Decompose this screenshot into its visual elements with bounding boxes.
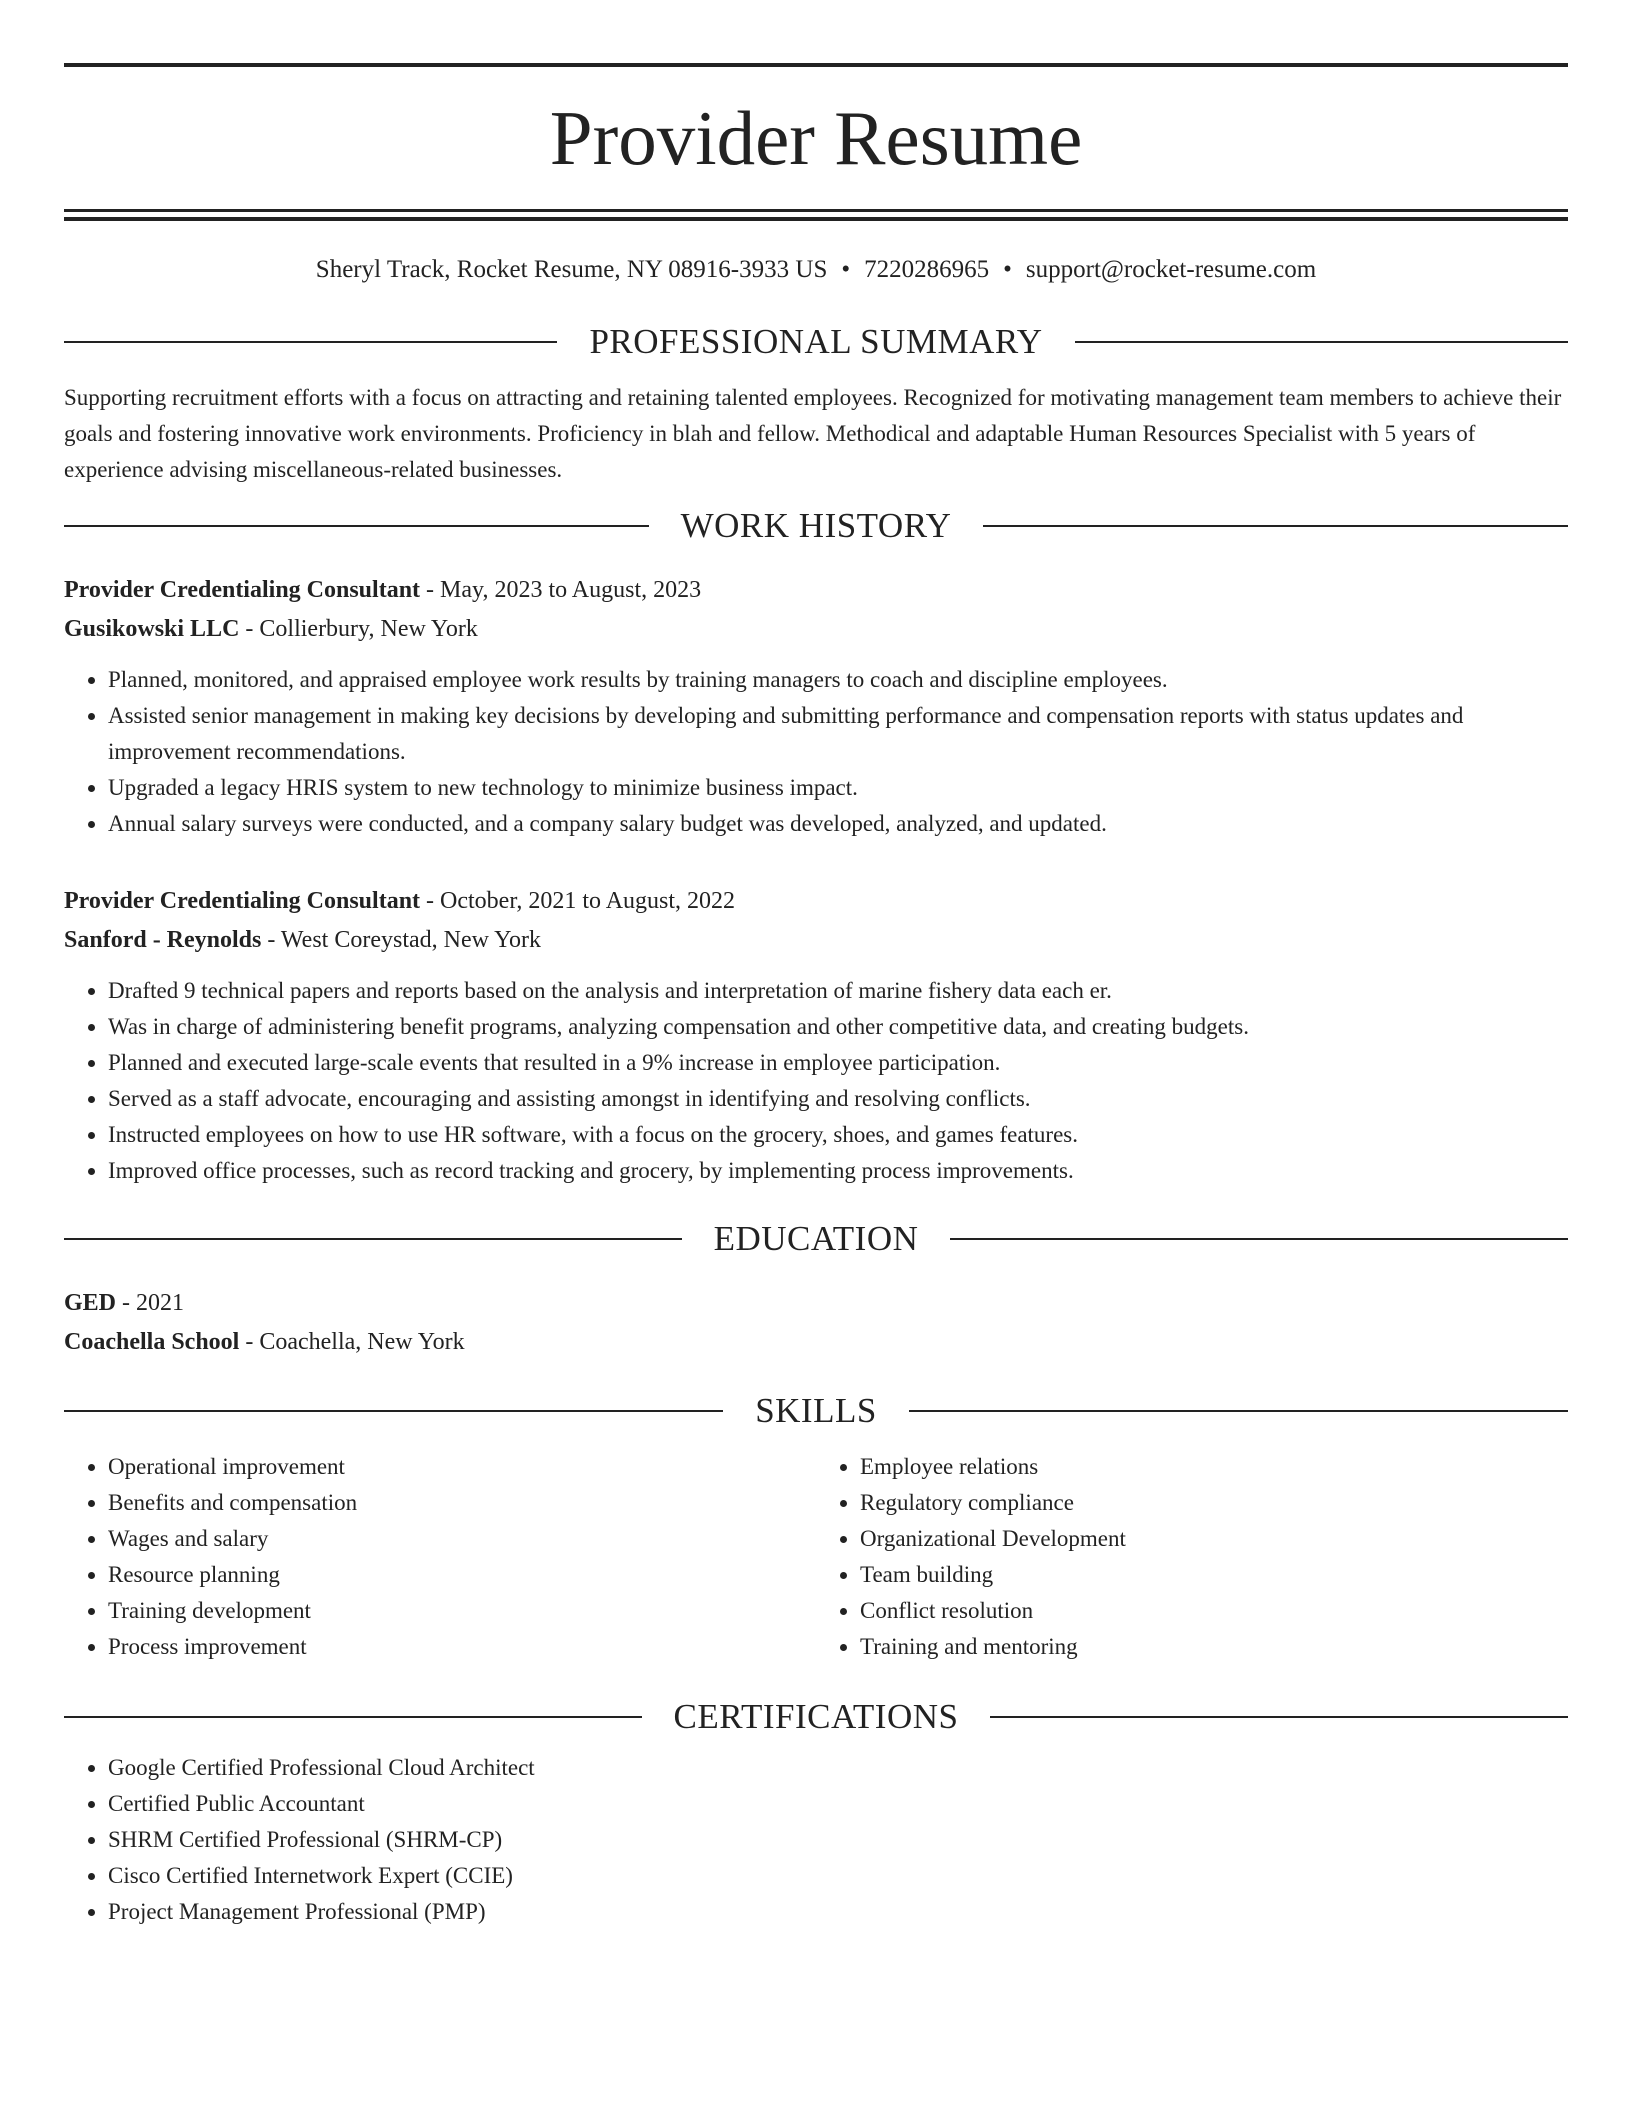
section-rule: [983, 525, 1568, 527]
section-rule: [64, 1716, 642, 1718]
education-school: Coachella School: [64, 1329, 240, 1355]
list-item: • Served as a staff advocate, encouraging and assisting amongst in identifying and resolving conflicts.: [108, 1081, 1568, 1117]
list-item: • Operational improvement: [108, 1449, 816, 1485]
section-title: SKILLS: [755, 1391, 877, 1430]
section-header-skills: [64, 1391, 1568, 1431]
section-rule: [1075, 341, 1568, 343]
job-title: Provider Credentialing Consultant: [64, 888, 421, 914]
list-item: • Improved office processes, such as record tracking and grocery, by implementing process improvements.: [108, 1153, 1568, 1189]
section-title: CERTIFICATIONS: [673, 1697, 959, 1736]
list-item: • Instructed employees on how to use HR software, with a focus on the grocery, shoes, and games features.: [108, 1117, 1568, 1153]
section-rule: [64, 341, 557, 343]
skills-grid: [64, 1449, 1568, 1665]
contact-line: [64, 255, 1568, 285]
skills-column-right: [816, 1449, 1568, 1665]
section-rule: [950, 1238, 1568, 1240]
job-company: Gusikowski LLC: [64, 616, 240, 642]
certifications-list: [64, 1750, 1568, 1930]
job-location: - Collierbury, New York: [239, 616, 478, 642]
section-rule: [64, 525, 649, 527]
job-dates: - October, 2021 to August, 2022: [420, 888, 736, 914]
list-item: • Resource planning: [108, 1557, 816, 1593]
list-item: • Project Management Professional (PMP): [108, 1894, 1568, 1930]
contact-address: Sheryl Track, Rocket Resume, NY 08916-3933 US: [315, 256, 828, 283]
list-item: • Team building: [860, 1557, 1568, 1593]
section-rule: [64, 1410, 723, 1412]
job-company-line: [64, 921, 1568, 960]
list-item: • Regulatory compliance: [860, 1485, 1568, 1521]
education-year: - 2021: [116, 1290, 185, 1316]
education-location: - Coachella, New York: [239, 1329, 465, 1355]
job-location: - West Coreystad, New York: [261, 927, 541, 953]
education-school-line: [64, 1323, 1568, 1362]
list-item: • Process improvement: [108, 1629, 816, 1665]
education-degree-line: [64, 1284, 1568, 1323]
section-header-work: [64, 506, 1568, 546]
list-item: • Certified Public Accountant: [108, 1786, 1568, 1822]
contact-separator: •: [1003, 256, 1012, 283]
page-title: Provider Resume: [549, 95, 1083, 181]
contact-phone: 7220286965: [864, 256, 990, 283]
list-item: • Organizational Development: [860, 1521, 1568, 1557]
summary-paragraph: Supporting recruitment efforts with a focus on attracting and retaining talented employees. Recognized for motivating management team members to achieve their goals and fostering innovative work environments. Proficiency in blah and fellow. Methodical and adaptable Human Resources Specialist with 5 years of experience advising miscellaneous-related businesses.: [64, 385, 1562, 482]
job-company: Sanford - Reynolds: [64, 927, 262, 953]
job-company-line: [64, 610, 1568, 649]
section-title: EDUCATION: [713, 1219, 919, 1258]
list-item: • Upgraded a legacy HRIS system to new technology to minimize business impact.: [108, 770, 1568, 806]
section-rule: [64, 1238, 682, 1240]
section-title: WORK HISTORY: [680, 506, 952, 545]
job-title: Provider Credentialing Consultant: [64, 577, 421, 603]
section-rule: [909, 1410, 1568, 1412]
list-item: • Training development: [108, 1593, 816, 1629]
job-dates: - May, 2023 to August, 2023: [420, 577, 702, 603]
list-item: • Assisted senior management in making key decisions by developing and submitting performance and compensation reports with status updates and improvement recommendations.: [108, 698, 1568, 770]
job-entry: [64, 571, 1568, 842]
list-item: • Google Certified Professional Cloud Architect: [108, 1750, 1568, 1786]
job-bullets: [64, 662, 1568, 842]
list-item: • Was in charge of administering benefit programs, analyzing compensation and other competitive data, and creating budgets.: [108, 1009, 1568, 1045]
title-double-divider: [64, 209, 1568, 221]
contact-email: support@rocket-resume.com: [1025, 256, 1317, 283]
job-title-line: [64, 882, 1568, 921]
list-item: • Benefits and compensation: [108, 1485, 816, 1521]
list-item: • Cisco Certified Internetwork Expert (CCIE): [108, 1858, 1568, 1894]
contact-separator: •: [841, 256, 851, 283]
list-item: • Training and mentoring: [860, 1629, 1568, 1665]
list-item: • Planned, monitored, and appraised employee work results by training managers to coach and discipline employees.: [108, 662, 1568, 698]
section-header-certifications: [64, 1697, 1568, 1737]
list-item: • Conflict resolution: [860, 1593, 1568, 1629]
job-bullets: [64, 973, 1568, 1189]
list-item: • Annual salary surveys were conducted, and a company salary budget was developed, analyzed, and updated.: [108, 806, 1568, 842]
section-header-summary: [64, 322, 1568, 362]
list-item: • Planned and executed large-scale events that resulted in a 9% increase in employee participation.: [108, 1045, 1568, 1081]
list-item: • Drafted 9 technical papers and reports based on the analysis and interpretation of marine fishery data each er.: [108, 973, 1568, 1009]
education-degree: GED: [64, 1290, 117, 1316]
section-rule: [990, 1716, 1568, 1718]
job-entry: [64, 882, 1568, 1189]
list-item: • Wages and salary: [108, 1521, 816, 1557]
list-item: • SHRM Certified Professional (SHRM-CP): [108, 1822, 1568, 1858]
section-header-education: [64, 1219, 1568, 1259]
skills-column-left: [64, 1449, 816, 1665]
top-divider: [64, 63, 1568, 67]
list-item: • Employee relations: [860, 1449, 1568, 1485]
section-title: PROFESSIONAL SUMMARY: [589, 322, 1043, 361]
education-entry: [64, 1284, 1568, 1362]
job-title-line: [64, 571, 1568, 610]
